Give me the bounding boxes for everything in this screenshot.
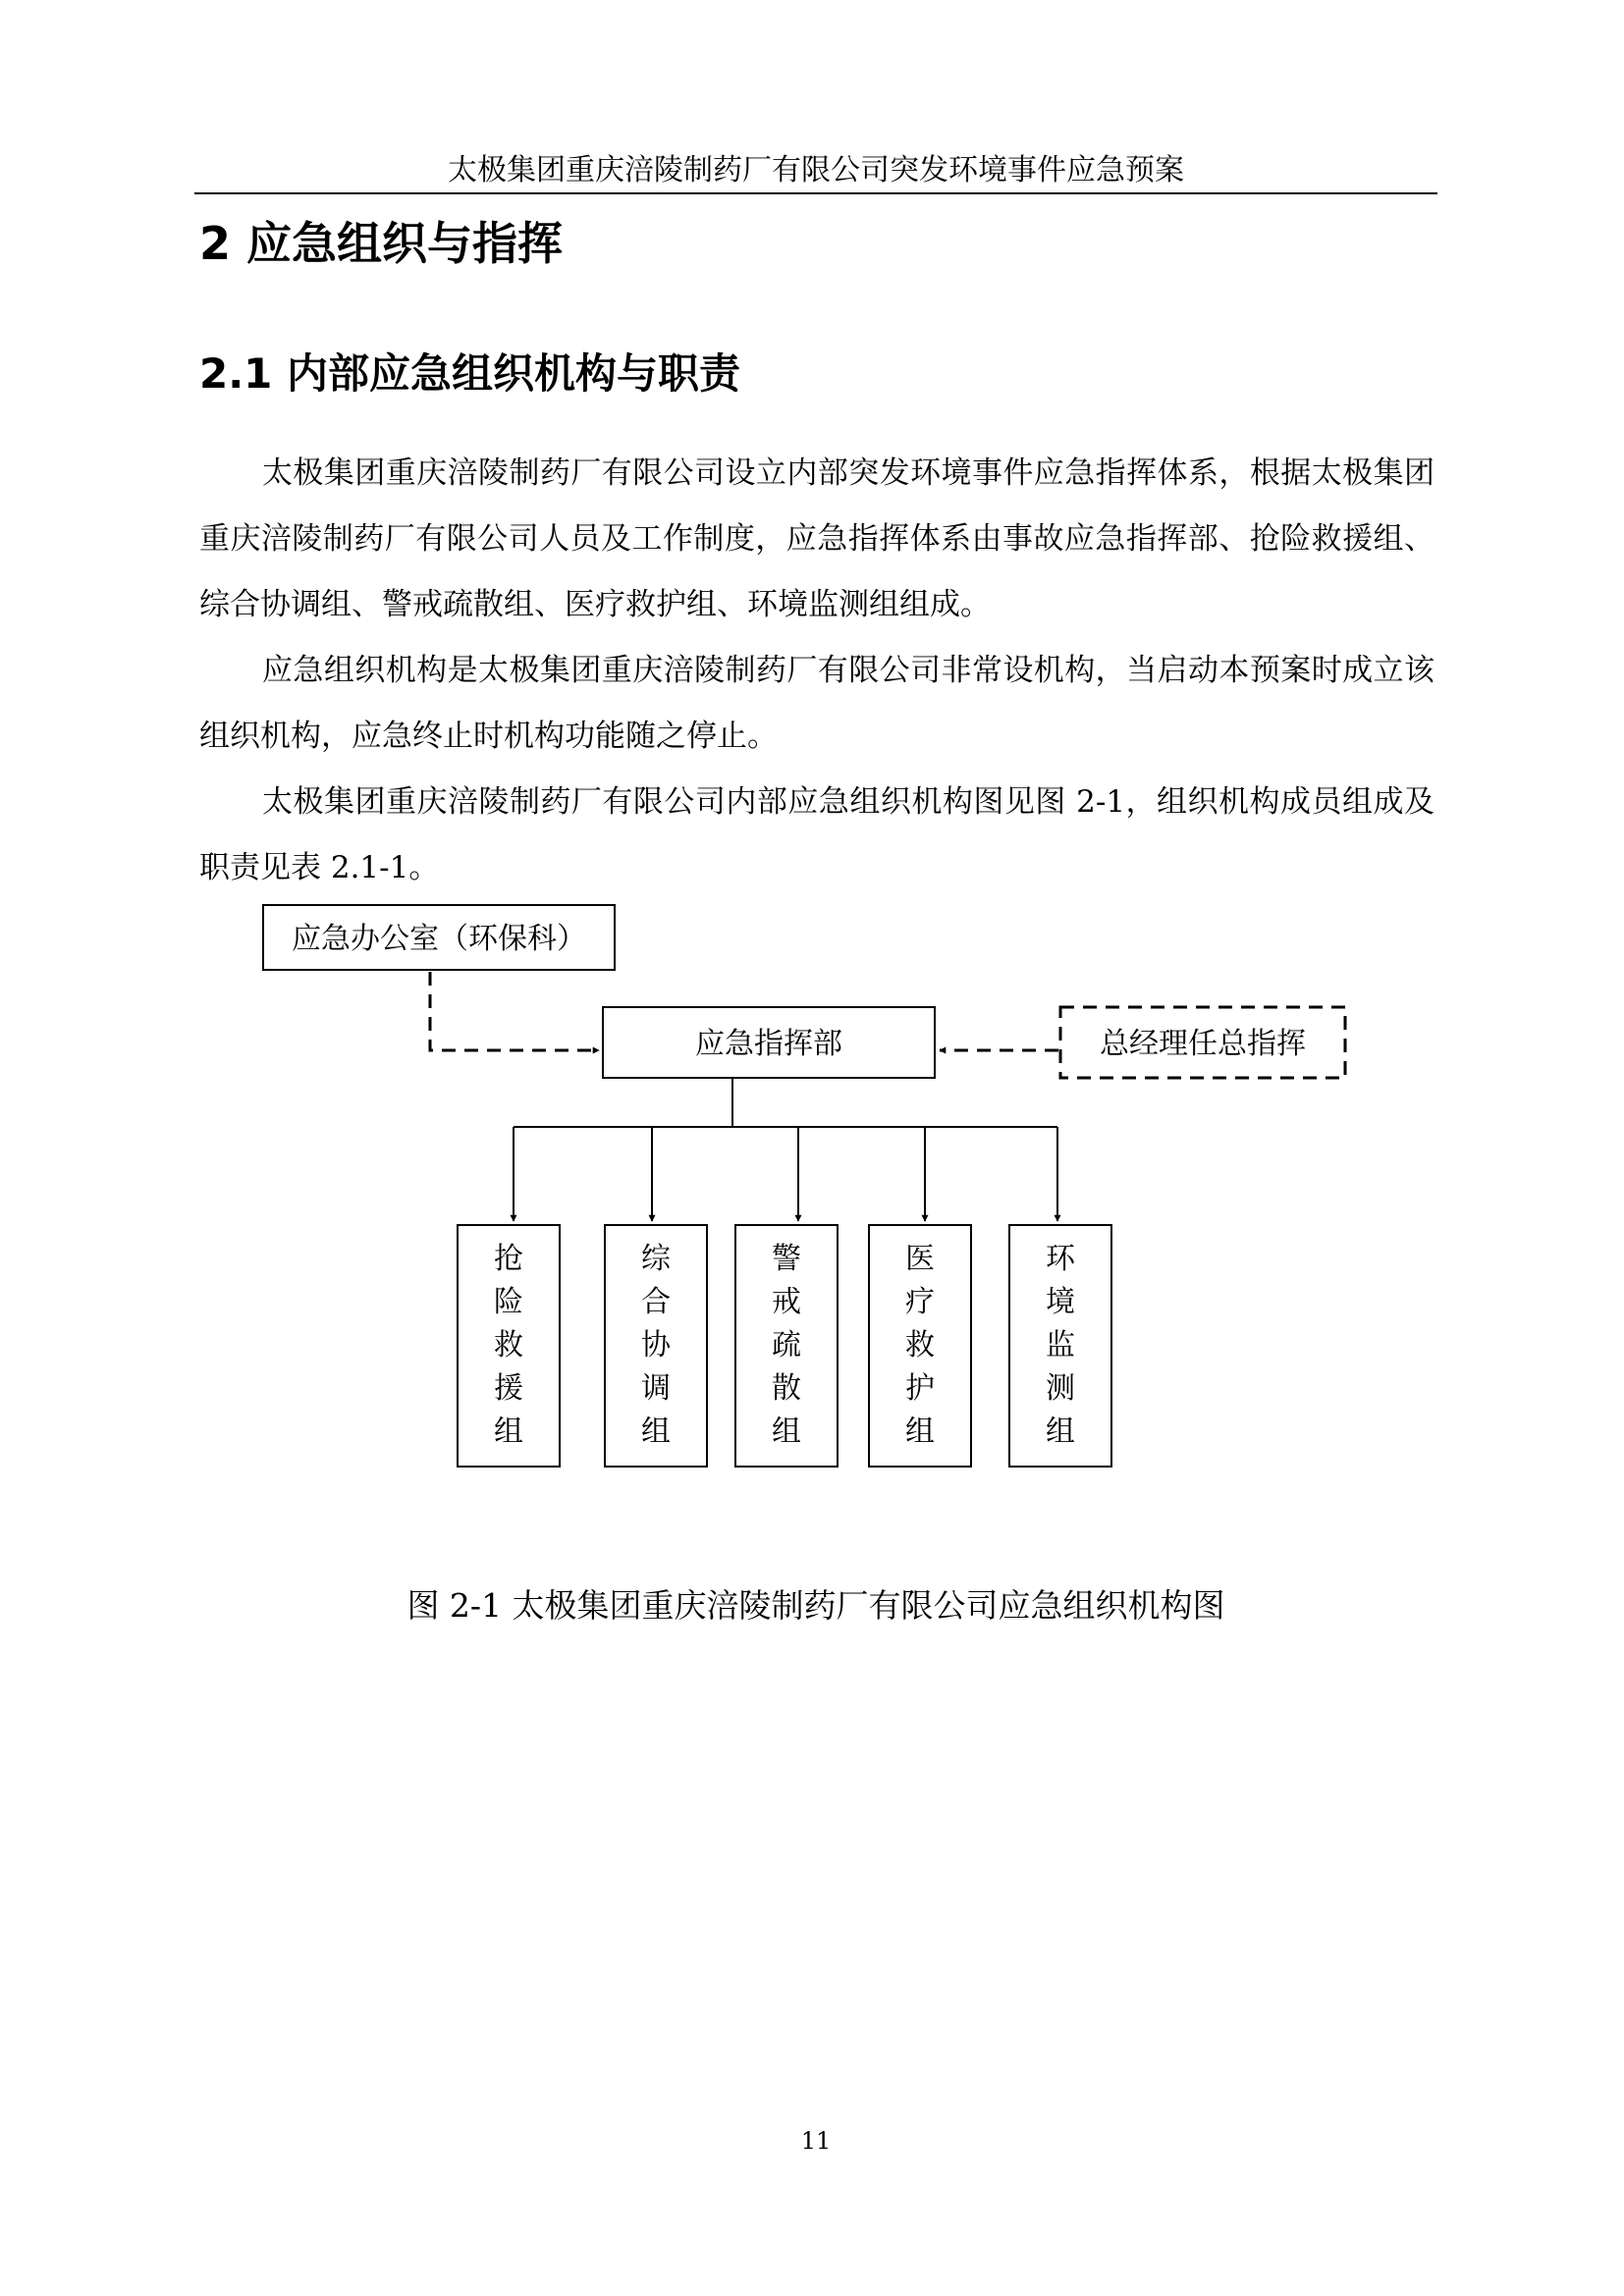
body-paragraph: 应急组织机构是太极集团重庆涪陵制药厂有限公司非常设机构，当启动本预案时成立该组织机构，应急终止时机构功能随之停止。	[199, 653, 1435, 754]
general-manager-label: 总经理任总指挥	[1100, 1027, 1306, 1061]
page-number: 11	[800, 2127, 832, 2155]
body-paragraph: 太极集团重庆涪陵制药厂有限公司设立内部突发环境事件应急指挥体系，根据太极集团重庆涪陵制药厂有限公司人员及工作制度，应急指挥体系由事故应急指挥部、抢险救援组、综合协调组、警戒疏散组、医疗救护组、环境监测组组成。	[199, 455, 1435, 622]
office-label: 应急办公室（环保科）	[292, 922, 586, 956]
figure-caption: 图 2-1 太极集团重庆涪陵制药厂有限公司应急组织机构图	[406, 1586, 1225, 1625]
group-label: 警戒疏散组	[772, 1242, 801, 1449]
command-label: 应急指挥部	[695, 1027, 842, 1061]
group-label: 抢险救援组	[494, 1242, 523, 1449]
group-label: 医疗救护组	[905, 1242, 935, 1449]
body-paragraph: 太极集团重庆涪陵制药厂有限公司内部应急组织机构图见图 2-1，组织机构成员组成及职责见表 2.1-1。	[199, 784, 1435, 885]
office-to-command-connector	[430, 972, 599, 1050]
chapter-heading: 2 应急组织与指挥	[199, 217, 564, 270]
group-layer	[458, 1127, 1111, 1467]
group-label: 综合协调组	[641, 1242, 671, 1449]
group-label: 环境监测组	[1046, 1242, 1075, 1449]
section-heading: 2.1 内部应急组织机构与职责	[199, 349, 741, 398]
running-header: 太极集团重庆涪陵制药厂有限公司突发环境事件应急预案	[448, 153, 1184, 187]
